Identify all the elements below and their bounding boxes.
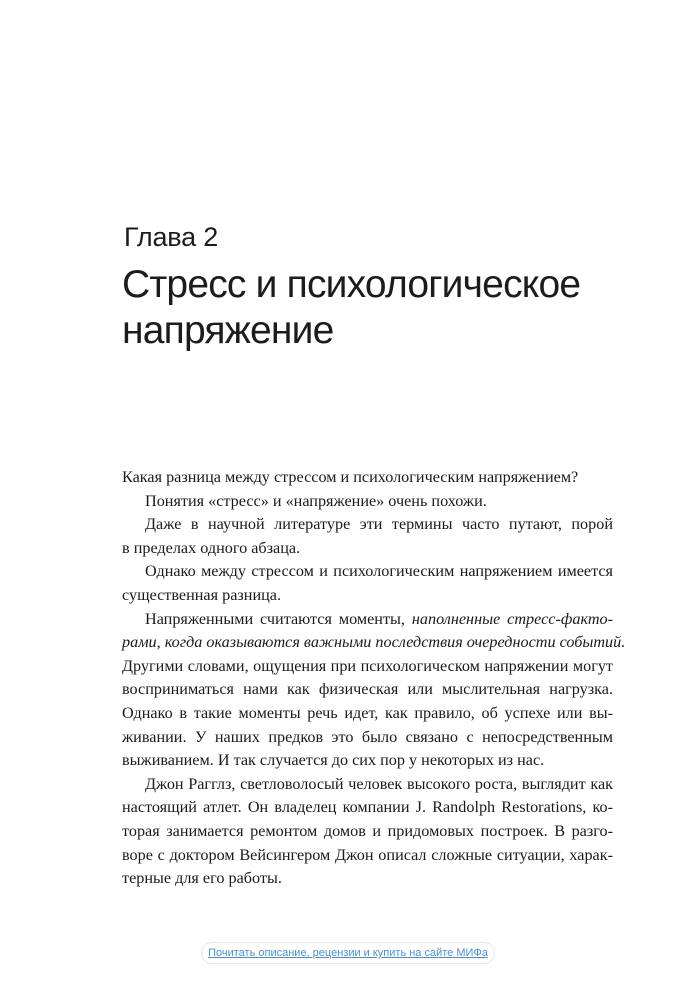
text-line: торая занимается ремонтом домов и придомовых построек. В разго- — [122, 821, 613, 840]
chapter-title — [122, 262, 642, 354]
paragraph — [122, 490, 613, 514]
text-line: Даже в научной литературе эти термины часто путают, порой — [145, 515, 613, 534]
text-line: Джон Рагглз, светловолосый человек высокого роста, выглядит как — [145, 774, 613, 793]
text-line: в пределах одного абзаца. — [122, 538, 301, 557]
text-line: Другими словами, ощущения при психологическом напряжении могут — [122, 656, 613, 675]
text-line: выживанием. И так случается до сих пор у некоторых из нас. — [122, 751, 545, 770]
text-line: Понятия «стресс» и «напряжение» очень похожи. — [145, 491, 487, 510]
text-line: настоящий атлет. Он владелец компании J. Randolph Restorations, ко- — [122, 798, 613, 817]
text-line: Какая разница между стрессом и психологическим напряжением? — [122, 468, 579, 486]
text-line: восприниматься нами как физическая или мыслительная нагрузка. — [122, 680, 613, 699]
chapter-title-line: напряжение — [122, 309, 334, 352]
text-line: существенная разница. — [122, 585, 282, 604]
paragraph — [122, 773, 613, 891]
italic-span: рами, когда оказываются важными последствия очередности событий. — [122, 633, 626, 652]
italic-span: наполненные стресс-факто- — [411, 609, 613, 628]
text-line: Однако между стрессом и психологическим напряжением имеется — [145, 562, 613, 581]
text-line: живании. У наших предков это было связано с непосредственным — [122, 727, 613, 746]
chapter-label: Глава 2 — [124, 222, 219, 252]
text-line: терные для его работы. — [122, 869, 282, 888]
text-span: Напряженными считаются моменты, — [145, 609, 412, 628]
text-line — [122, 608, 613, 632]
buy-on-mif-link[interactable]: Почитать описание, рецензии и купить на сайте МИФа — [201, 942, 495, 964]
paragraph — [122, 608, 626, 773]
paragraph — [122, 466, 613, 490]
paragraph — [122, 513, 613, 560]
paragraph — [122, 560, 613, 607]
text-line — [122, 631, 626, 655]
text-line: Однако в такие моменты речь идет, как правило, об успехе или вы- — [122, 703, 613, 722]
body-text — [122, 466, 626, 891]
chapter-title-line: Стресс и психологическое — [122, 263, 581, 306]
text-line: воре с доктором Вейсингером Джон описал сложные ситуации, харак- — [122, 845, 613, 864]
